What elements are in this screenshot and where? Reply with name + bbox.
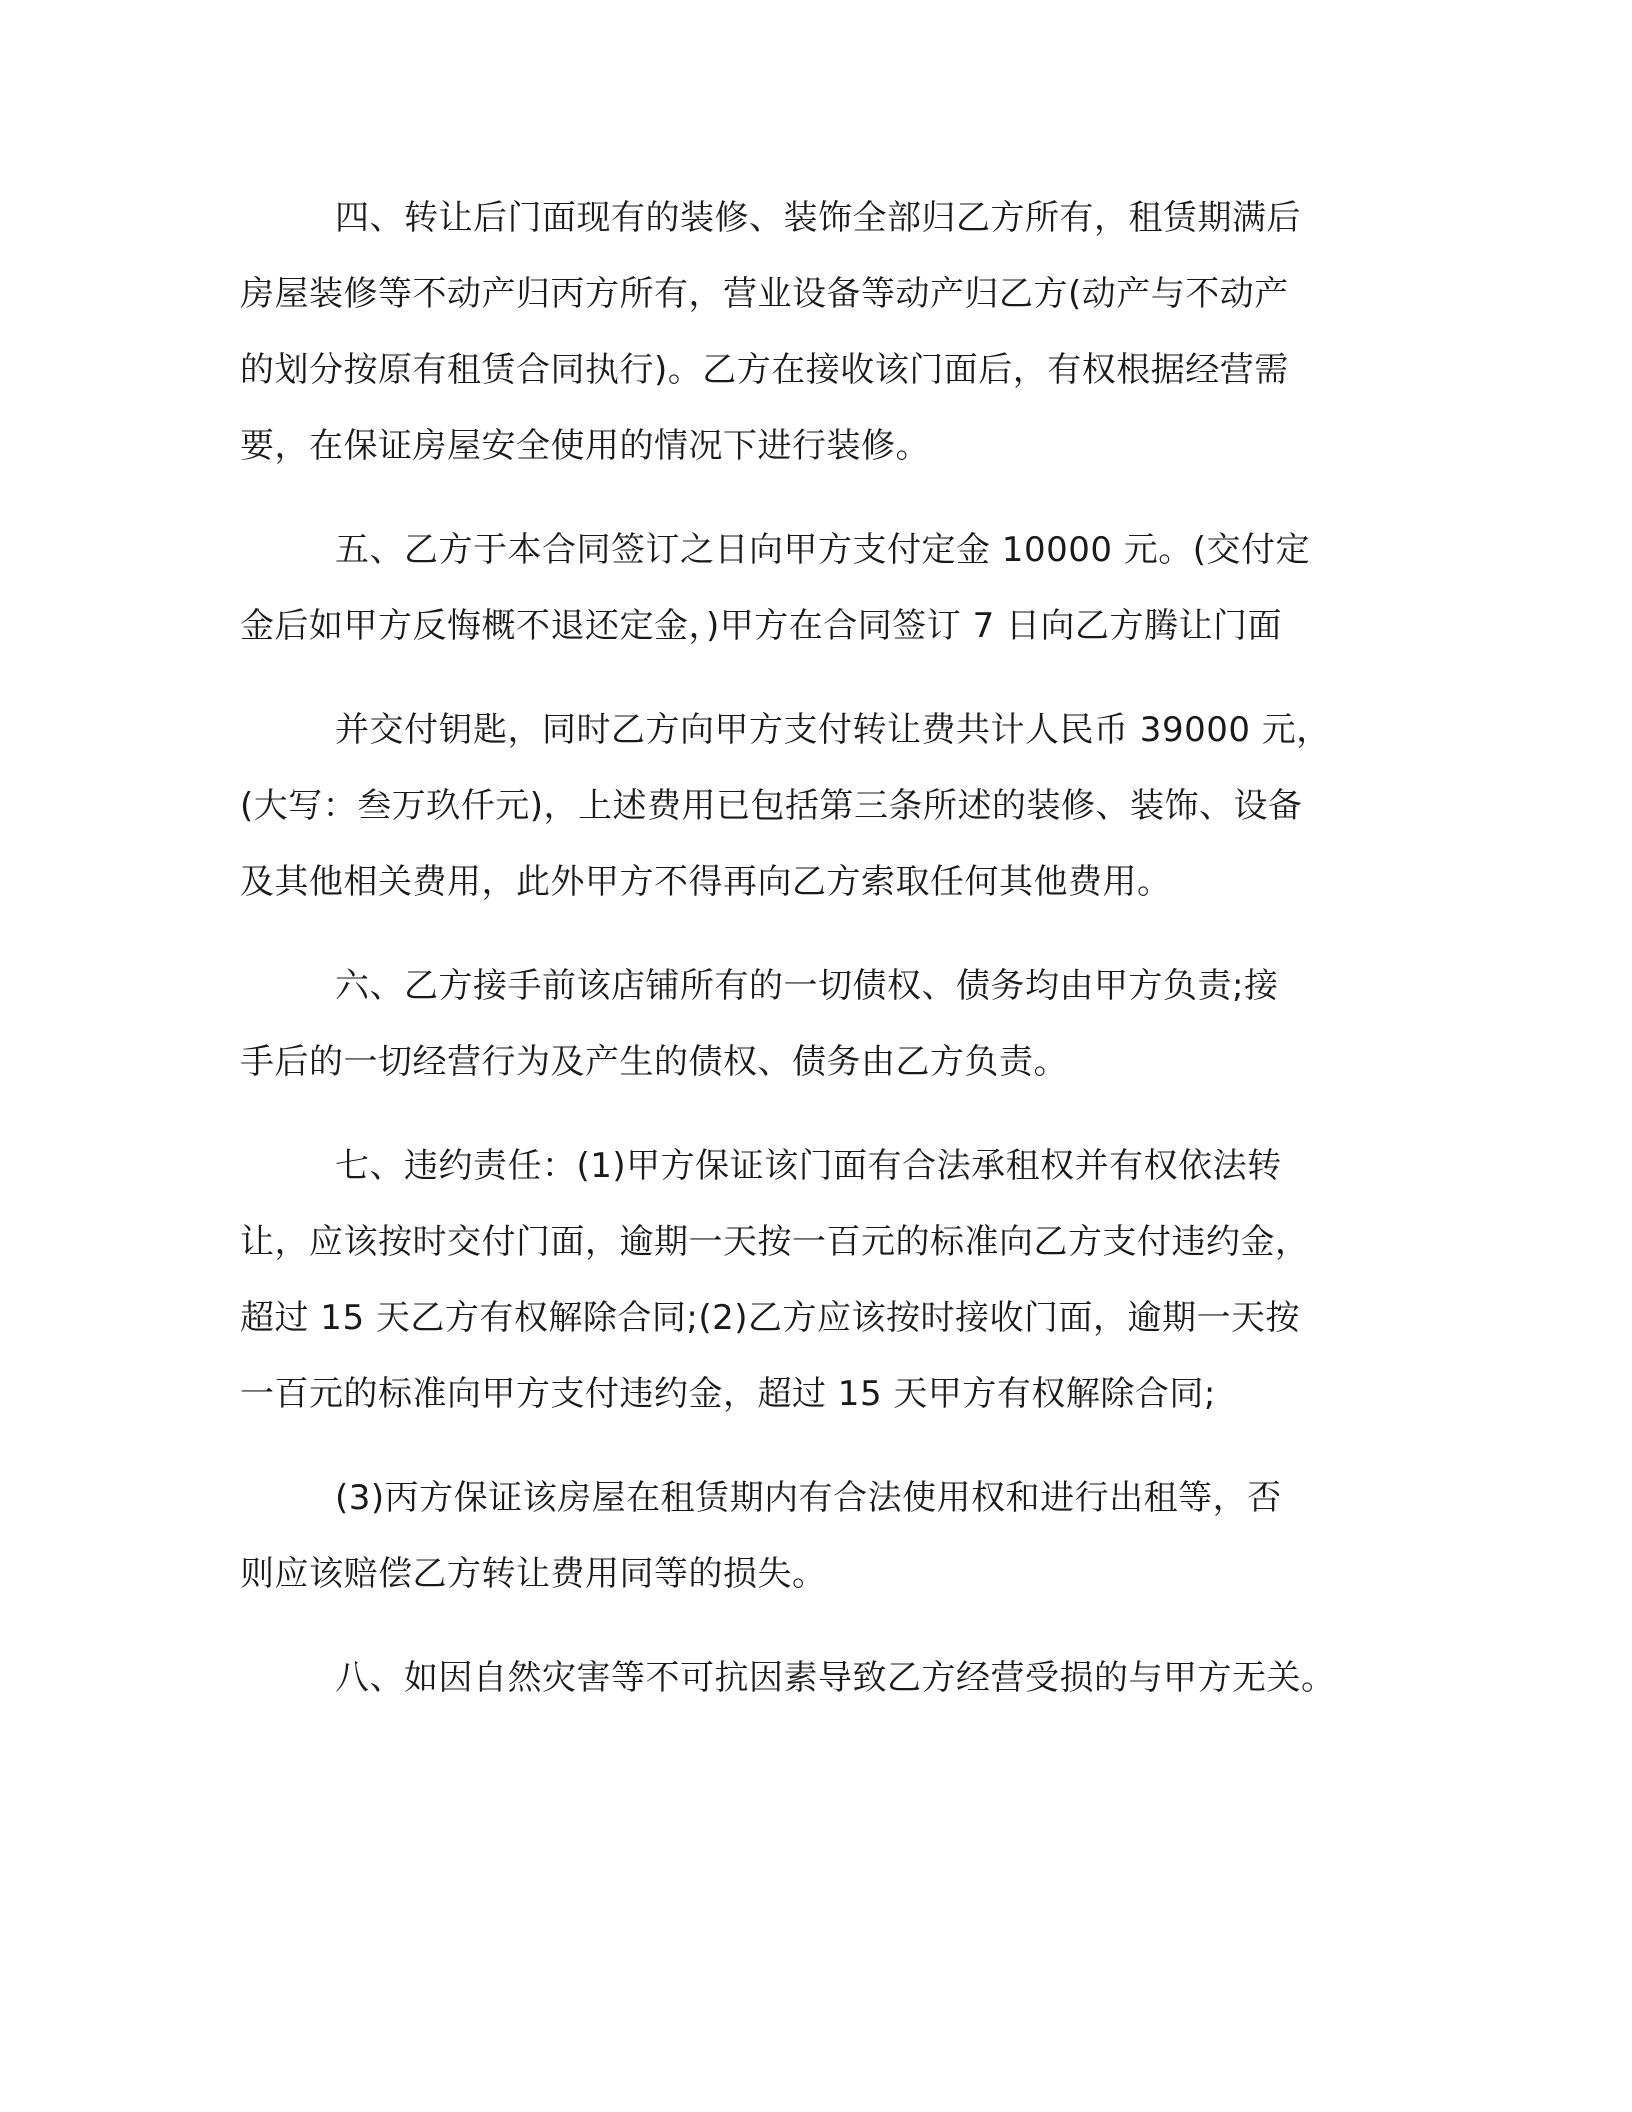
clause-6-line-1: 六、乙方接手前该店铺所有的一切债权、债务均由甲方负责;接 <box>335 966 1279 1006</box>
clause-4-line-2: 房屋装修等不动产归丙方所有，营业设备等动产归乙方(动产与不动产 <box>240 274 1289 314</box>
clause-5-cont-line-3: 及其他相关费用，此外甲方不得再向乙方索取任何其他费用。 <box>240 862 1172 902</box>
clause-6-line-2: 手后的一切经营行为及产生的债权、债务由乙方负责。 <box>240 1042 1068 1082</box>
clause-8-line-1: 八、如因自然灾害等不可抗因素导致乙方经营受损的与甲方无关。 <box>335 1658 1336 1698</box>
clause-7-line-2: 让，应该按时交付门面，逾期一天按一百元的标准向乙方支付违约金， <box>240 1222 1310 1262</box>
clause-5-line-2: 金后如甲方反悔概不退还定金，)甲方在合同签订 7 日向乙方腾让门面 <box>240 606 1283 646</box>
clause-5-cont-line-2: (大写：叁万玖仟元)，上述费用已包括第三条所述的装修、装饰、设备 <box>240 786 1303 826</box>
clause-4-line-4: 要，在保证房屋安全使用的情况下进行装修。 <box>240 426 930 466</box>
clause-7-line-3: 超过 15 天乙方有权解除合同;(2)乙方应该按时接收门面，逾期一天按 <box>240 1298 1300 1338</box>
clause-4-line-3: 的划分按原有租赁合同执行)。乙方在接收该门面后，有权根据经营需 <box>240 350 1289 390</box>
clause-7-line-1: 七、违约责任：(1)甲方保证该门面有合法承租权并有权依法转 <box>335 1146 1282 1186</box>
clause-5-cont-line-1: 并交付钥匙，同时乙方向甲方支付转让费共计人民币 39000 元， <box>335 710 1331 750</box>
clause-5-line-1: 五、乙方于本合同签订之日向甲方支付定金 10000 元。(交付定 <box>335 530 1311 570</box>
clause-7-cont-line-1: (3)丙方保证该房屋在租赁期内有合法使用权和进行出租等，否 <box>335 1478 1282 1518</box>
clause-7-cont-line-2: 则应该赔偿乙方转让费用同等的损失。 <box>240 1554 827 1594</box>
clause-4-line-1: 四、转让后门面现有的装修、装饰全部归乙方所有，租赁期满后 <box>335 198 1301 238</box>
clause-7-line-4: 一百元的标准向甲方支付违约金，超过 15 天甲方有权解除合同; <box>240 1374 1216 1414</box>
